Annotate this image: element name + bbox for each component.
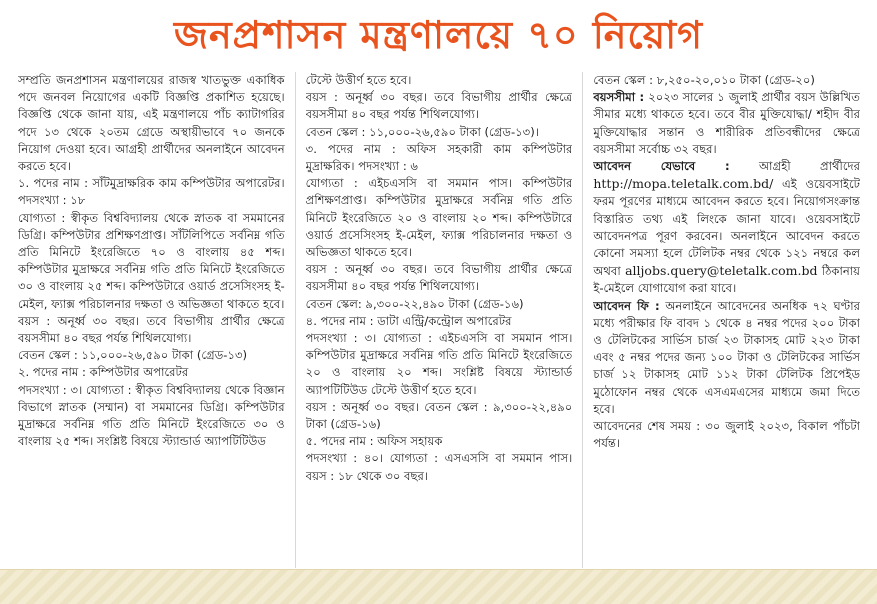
post-4-age-salary: বয়স : অনূর্ধ্ব ৩০ বছর। বেতন স্কেল : ৯,৩০০-২২,৪৯০ টাকা (গ্রেড-১৬) xyxy=(305,399,573,432)
column-1 xyxy=(18,72,285,568)
column-3 xyxy=(593,72,860,568)
post-3-qualification: যোগ্যতা : এইচএসসি বা সমমান পাস। কম্পিউটার প্রশিক্ষণপ্রাপ্ত। কম্পিউটার মুদ্রাক্ষরে সর্বনিম্ন গতি প্রতি মিনিটে ইংরেজিতে ২০ ও বাংলায় ২০ শব্দ। কম্পিউটারে ওয়ার্ড প্রসেসিংসহ ই-মেইল, ফ্যাক্স পরিচালনার দক্ষতা ও অভিজ্ঞতা থাকতে হবে। xyxy=(305,176,573,260)
headline: জনপ্রশাসন মন্ত্রণালয়ে ৭০ নিয়োগ xyxy=(173,13,704,57)
age-limit-text: ২০২৩ সালের ১ জুলাই প্রার্থীর বয়স উল্লিখিত সীমার মধ্যে থাকতে হবে। তবে বীর মুক্তিযোদ্ধা/ শহীদ বীর মুক্তিযোদ্ধার সন্তান ও শারীরিক প্রতিবন্ধীদের ক্ষেত্রে বয়সসীমা সর্বোচ্চ ৩২ বছর। xyxy=(593,90,861,156)
column-divider xyxy=(582,72,583,568)
post-5-details: পদসংখ্যা : ৪০। যোগ্যতা : এসএসসি বা সমমান পাস। বয়স : ১৮ থেকে ৩০ বছর। xyxy=(305,451,573,483)
age-limit-section xyxy=(593,89,860,158)
column-2 xyxy=(306,72,573,568)
column-divider xyxy=(295,72,296,568)
post-1-qualification: যোগ্যতা : স্বীকৃত বিশ্ববিদ্যালয় থেকে স্নাতক বা সমমানের ডিগ্রি। কম্পিউটার প্রশিক্ষণপ্রাপ্ত। সাঁটলিপিতে সর্বনিম্ন গতি প্রতি মিনিটে ইংরেজিতে ৭০ ও বাংলায় ৪৫ শব্দ। কম্পিউটার মুদ্রাক্ষরে সর্বনিম্ন গতি প্রতি মিনিটে ইংরেজিতে ৩০ ও বাংলায় ২৫ শব্দ। কম্পিউটারে ওয়ার্ড প্রসেসিংসহ ই-মেইল, ফ্যাক্স পরিচালনার দক্ষতা ও অভিজ্ঞতা থাকতে হবে। xyxy=(18,210,285,311)
application-fee-text: অনলাইনে আবেদনের অনধিক ৭২ ঘণ্টার মধ্যে পরীক্ষার ফি বাবদ ১ থেকে ৪ নম্বর পদের ২০০ টাকা ও টেলিটকের সার্ভিস চার্জ ২৩ টাকাসহ মোট ২২৩ টাকা এবং ৫ নম্বর পদের জন্য ১০০ টাকা ও টেলিটকের সার্ভিস চার্জ ১২ টাকাসহ মোট ১১২ টাকা টেলিটক প্রিপেইড মুঠোফোন নম্বর থেকে এসএমএসের মাধ্যমে জমা দিতে হবে। xyxy=(593,298,861,416)
how-to-apply-text-c: ঠিকানায় ই-মেইলে যোগাযোগ করা যাবে। xyxy=(593,264,860,296)
application-fee-section xyxy=(593,298,860,418)
post-4-title: ৪. পদের নাম : ডাটা এন্ট্রি/কন্ট্রোল অপারেটর xyxy=(305,313,512,328)
how-to-apply-text-b: এই ওয়েবসাইটে ফরম পূরণের মাধ্যমে আবেদন করতে হবে। নিয়োগসংক্রান্ত বিস্তারিত তথ্য এই লিংকে জানা যাবে। ওয়েবসাইটে আবেদনপত্র পূরণ করবেন। অনলাইনে আবেদন করতে কোনো সমস্যা হলে টেলিটক নম্বর থেকে ১২১ নম্বরে কল অথবা xyxy=(593,177,861,279)
deadline: আবেদনের শেষ সময় : ৩০ জুলাই ২০২৩, বিকাল পাঁচটা পর্যন্ত। xyxy=(593,419,861,451)
article-body xyxy=(18,72,860,568)
post-2-age: বয়স : অনূর্ধ্ব ৩০ বছর। তবে বিভাগীয় প্রার্থীর ক্ষেত্রে বয়সসীমা ৪০ বছর পর্যন্ত শিথিলযোগ্য। xyxy=(305,90,573,122)
age-limit-heading: বয়সসীমা : xyxy=(593,90,645,105)
post-5-title: ৫. পদের নাম : অফিস সহায়ক xyxy=(305,434,443,449)
apply-url-link[interactable]: http://mopa.teletalk.com.bd/ xyxy=(593,176,774,192)
intro-paragraph: সম্প্রতি জনপ্রশাসন মন্ত্রণালয়ের রাজস্ব খাতভুক্ত একাধিক পদে জনবল নিয়োগের একটি বিজ্ঞপ্তি প্রকাশিত হয়েছে। বিজ্ঞপ্তি থেকে জানা যায়, এই মন্ত্রণালয়ে পাঁচ ক্যাটাগরির পদে ১৩ থেকে ২০তম গ্রেডে অস্থায়ীভাবে ৭০ জনকে নিয়োগ দেওয়া হবে। আগ্রহী প্রার্থীদের অনলাইনে আবেদন করতে হবে। xyxy=(18,73,285,174)
post-3-age: বয়স : অনূর্ধ্ব ৩০ বছর। তবে বিভাগীয় প্রার্থীর ক্ষেত্রে বয়সসীমা ৪০ বছর পর্যন্ত শিথিলযোগ্য। xyxy=(305,262,573,294)
post-5-salary: বেতন স্কেল : ৮,২৫০-২০,০১০ টাকা (গ্রেড-২০) xyxy=(593,73,815,87)
post-1-age: বয়স : অনূর্ধ্ব ৩০ বছর। তবে বিভাগীয় প্রার্থীর ক্ষেত্রে বয়সসীমা ৪০ বছর পর্যন্ত শিথিলযোগ্য। xyxy=(18,313,285,346)
post-3-salary: বেতন স্কেল: ৯,৩০০-২২,৪৯০ টাকা (গ্রেড-১৬) xyxy=(305,296,524,311)
post-2-salary: বেতন স্কেল : ১১,০০০-২৬,৫৯০ টাকা (গ্রেড-১৩)। xyxy=(305,124,539,139)
post-4-qualification: পদসংখ্যা : ৩। যোগ্যতা : এইচএসসি বা সমমান পাস। কম্পিউটার মুদ্রাক্ষরে সর্বনিম্ন গতি প্রতি মিনিটে ইংরেজিতে ২০ ও বাংলায় ২০ শব্দ। সংশ্লিষ্ট বিষয়ে স্ট্যান্ডার্ড অ্যাপটিটিউড টেস্টে উত্তীর্ণ হতে হবে। xyxy=(305,331,573,397)
post-1-title: ১. পদের নাম : সাঁটমুদ্রাক্ষরিক কাম কম্পিউটার অপারেটর। পদসংখ্যা : ১৮ xyxy=(18,176,285,208)
footer-pattern-strip xyxy=(0,569,877,604)
post-2-title: ২. পদের নাম : কম্পিউটার অপারেটর xyxy=(18,365,189,380)
how-to-apply-section xyxy=(593,158,860,298)
post-2-qualification-cont: টেস্টে উত্তীর্ণ হতে হবে। xyxy=(305,73,412,87)
post-1-salary: বেতন স্কেল : ১১,০০০-২৬,৫৯০ টাকা (গ্রেড-১৩) xyxy=(18,348,248,363)
application-fee-heading: আবেদন ফি : xyxy=(593,298,660,313)
support-email-link[interactable]: alljobs.query@teletalk.com.bd xyxy=(625,263,818,279)
how-to-apply-text-a: আগ্রহী প্রার্থীদের xyxy=(729,159,861,174)
how-to-apply-heading: আবেদন যেভাবে : xyxy=(593,159,730,174)
post-3-title: ৩. পদের নাম : অফিস সহকারী কাম কম্পিউটার মুদ্রাক্ষরিক। পদসংখ্যা : ৬ xyxy=(305,141,573,174)
post-2-qualification: পদসংখ্যা : ৩। যোগ্যতা : স্বীকৃত বিশ্ববিদ্যালয় থেকে বিজ্ঞান বিভাগে স্নাতক (সম্মান) বা সমমানের ডিগ্রি। কম্পিউটার মুদ্রাক্ষরে সর্বনিম্ন গতি প্রতি মিনিটে ইংরেজিতে ৩০ ও বাংলায় ২৫ শব্দ। সংশ্লিষ্ট বিষয়ে স্ট্যান্ডার্ড অ্যাপটিটিউড xyxy=(18,382,285,449)
